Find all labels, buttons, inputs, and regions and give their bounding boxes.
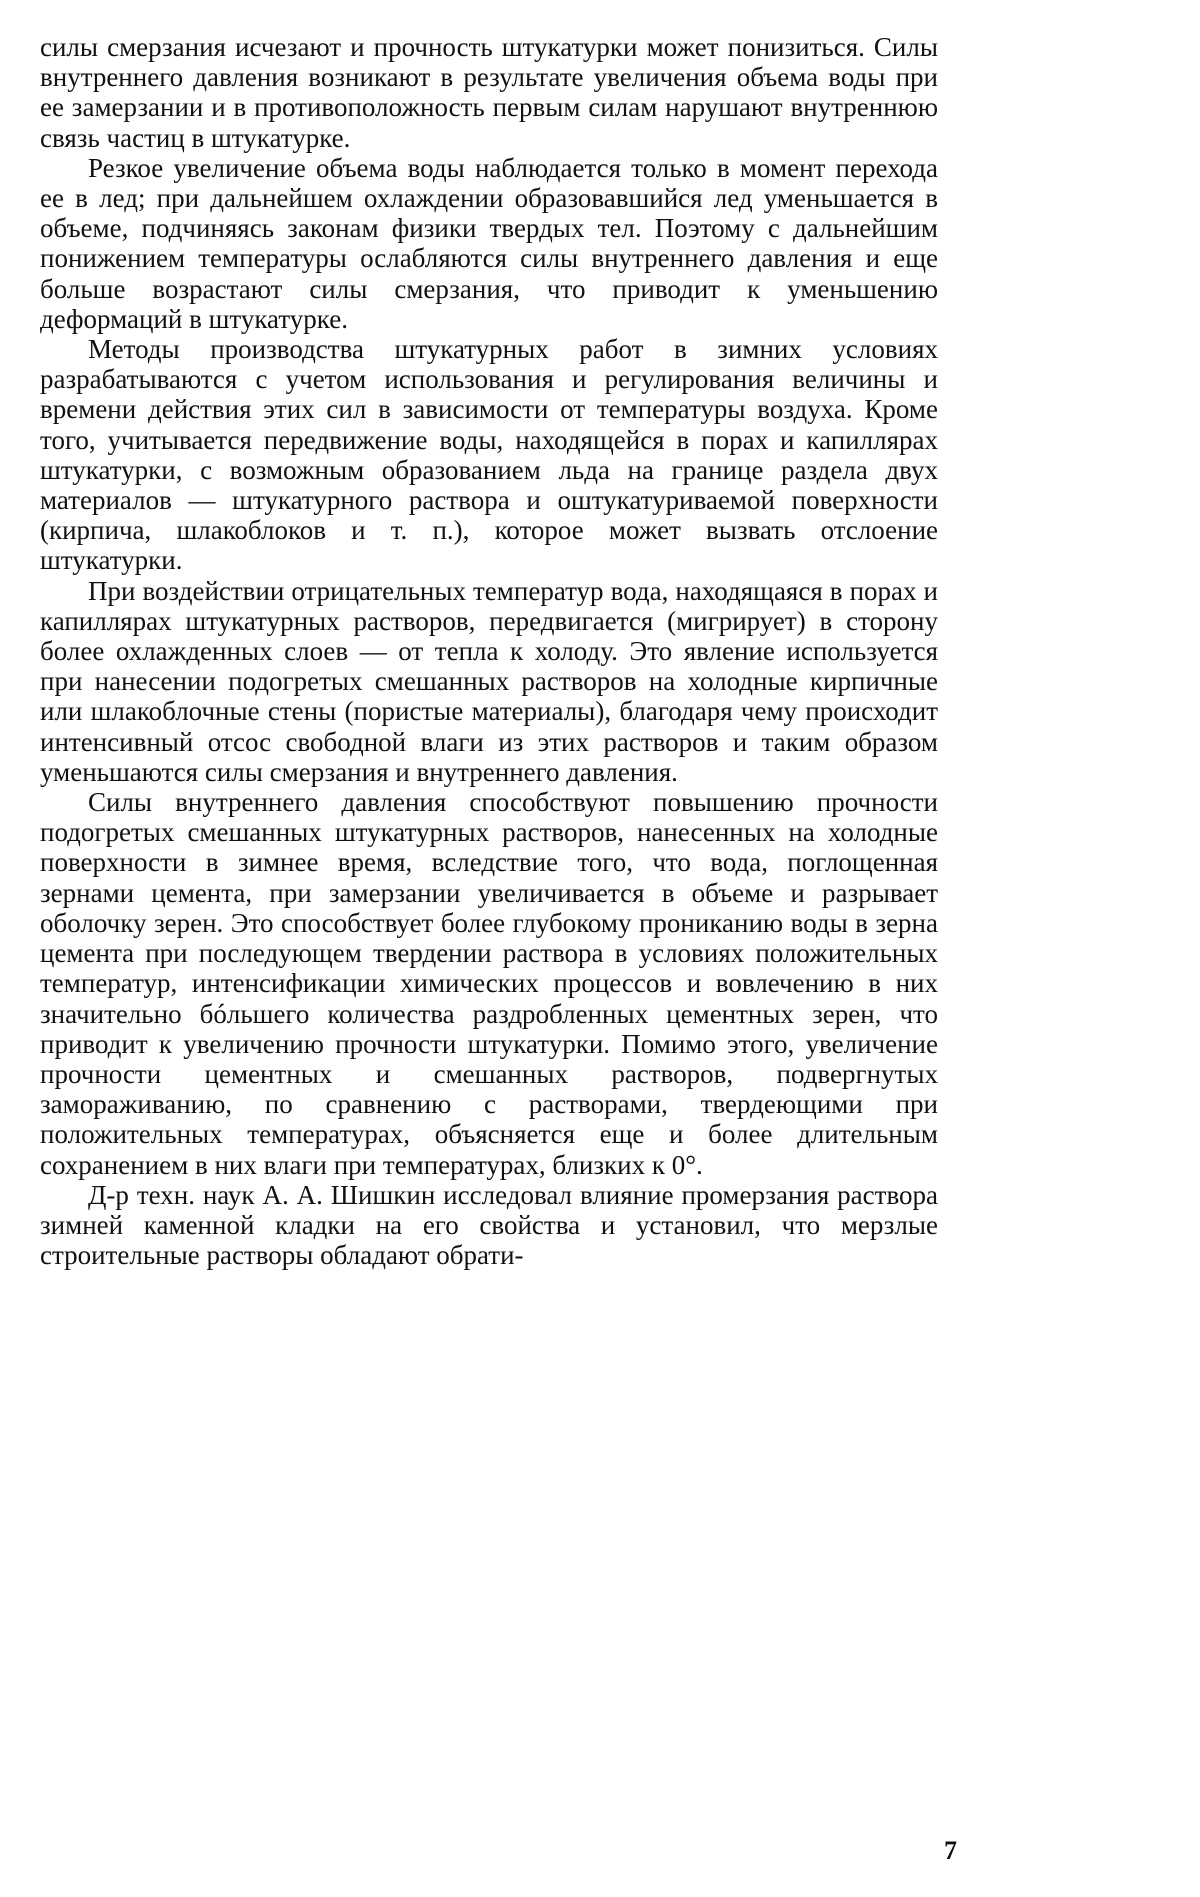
- paragraph-4: При воздействии отрицательных температур вода, находящаяся в порах и капиллярах штукатурных растворов, передвигается (мигрирует) в сторону более охлажденных слоев — от тепла к холоду. Это явление используется при нанесении подогретых смешанных растворов на холодные кирпичные или шлакоблочные стены (пористые материалы), благодаря чему происходит интенсивный отсос свободной влаги из этих растворов и таким образом уменьшаются силы смерзания и внутреннего давления.: [40, 575, 938, 787]
- page-number: 7: [944, 1836, 957, 1865]
- paragraph-3: Методы производства штукатурных работ в зимних условиях разрабатываются с учетом использования и регулирования величины и времени действия этих сил в зависимости от температуры воздуха. Кроме того, учитывается передвижение воды, находящейся в порах и капиллярах штукатурки, с возможным образованием льда на границе раздела двух материалов — штукатурного раствора и оштукатуриваемой поверхности (кирпича, шлакоблоков и т. п.), которое может вызвать отслоение штукатурки.: [40, 334, 938, 576]
- paragraph-6: Д-р техн. наук А. А. Шишкин исследовал влияние промерзания раствора зимней каменной кладки на его свойства и установил, что мерзлые строительные растворы обладают обрати-: [40, 1179, 938, 1271]
- paragraph-1: силы смерзания исчезают и прочность штукатурки может понизиться. Силы внутреннего давления возникают в результате увеличения объема воды при ее замерзании и в противоположность первым силам нарушают внутреннюю связь частиц в штукатурке.: [40, 32, 938, 153]
- paragraph-5: Силы внутреннего давления способствуют повышению прочности подогретых смешанных штукатурных растворов, нанесенных на холодные поверхности в зимнее время, вследствие того, что вода, поглощенная зернами цемента, при замерзании увеличивается в объеме и разрывает оболочку зерен. Это способствует более глубокому прониканию воды в зерна цемента при последующем твердении раствора в условиях положительных температур, интенсификации химических процессов и вовлечению в них значительно бóльшего количества раздробленных цементных зерен, что приводит к увеличению прочности штукатурки. Помимо этого, увеличение прочности цементных и смешанных растворов, подвергнутых замораживанию, по сравнению с растворами, твердеющими при положительных температурах, объясняется еще и более длительным сохранением в них влаги при температурах, близких к 0°.: [40, 787, 938, 1180]
- paragraph-2: Резкое увеличение объема воды наблюдается только в момент перехода ее в лед; при дальнейшем охлаждении образовавшийся лед уменьшается в объеме, подчиняясь законам физики твердых тел. Поэтому с дальнейшим понижением температуры ослабляются силы внутреннего давления и еще больше возрастают силы смерзания, что приводит к уменьшению деформаций в штукатурке.: [40, 152, 938, 334]
